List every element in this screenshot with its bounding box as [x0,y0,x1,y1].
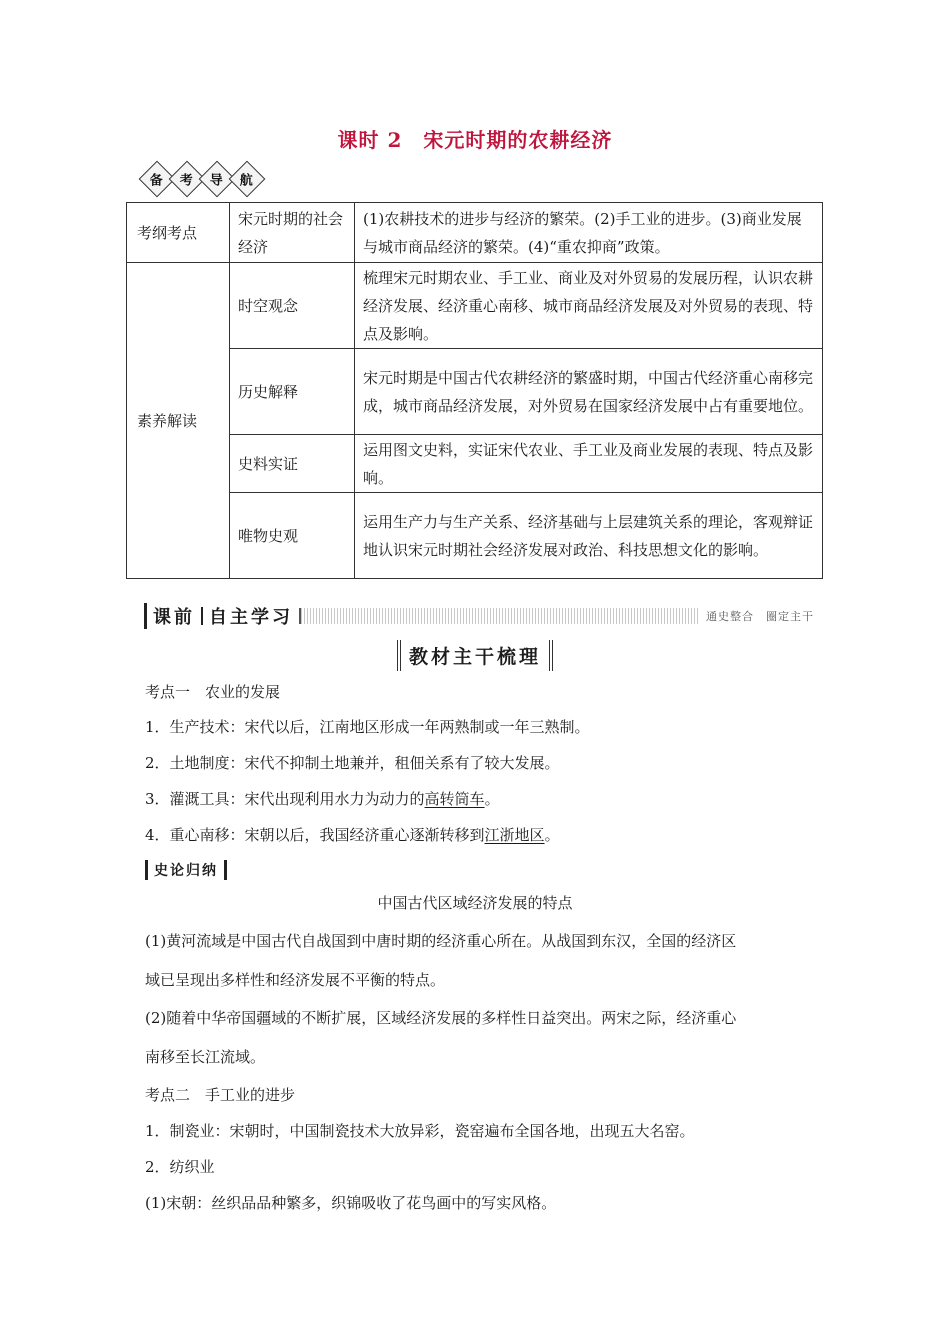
table-row [127,493,823,579]
nav-badge-char: 备 [139,161,176,198]
table-row [127,435,823,493]
summary-tag: 史论归纳 [145,860,227,880]
summary-paragraph: 南移至长江流域。 [145,1048,266,1066]
row-label: 素养解读 [127,263,230,579]
kp1-item: 3．灌溉工具：宋代出现利用水力为动力的高转筒车。 [145,790,500,808]
table-row [127,203,823,263]
summary-title: 中国古代区域经济发展的特点 [377,894,573,912]
kp2-item: 1．制瓷业：宋朝时，中国制瓷技术大放异彩，瓷窑遍布全国各地，出现五大名窑。 [145,1122,695,1140]
content-cell: 梳理宋元时期农业、手工业、商业及对外贸易的发展历程，认识农耕经济发展、经济重心南移、城市商品经济发展及对外贸易的表现、特点及影响。 [355,263,823,349]
kp1-item: 2．土地制度：宋代不抑制土地兼并，租佃关系有了较大发展。 [145,754,560,772]
key-term: 高转筒车 [424,790,485,808]
content-cell: 宋元时期是中国古代农耕经济的繁盛时期，中国古代经济重心南移完成，城市商品经济发展，对外贸易在国家经济发展中占有重要地位。 [355,349,823,435]
literacy-name: 史料实证 [230,435,355,493]
key-term: 江浙地区 [484,826,545,844]
nav-badge [144,164,264,194]
kp1-item: 1．生产技术：宋代以后，江南地区形成一年两熟制或一年三熟制。 [145,718,590,736]
kp1-heading: 考点一 农业的发展 [145,683,281,701]
table-row [127,349,823,435]
section-note: 通史整合 圈定主干 [706,610,814,623]
summary-paragraph: 域已呈现出多样性和经济发展不平衡的特点。 [145,971,446,989]
literacy-name: 时空观念 [230,263,355,349]
subsection-heading: 教材主干梳理 [0,640,950,671]
kp2-item: 2．纺织业 [145,1158,215,1176]
page-title: 课时 2 宋元时期的农耕经济 [337,128,613,152]
content-cell: 运用生产力与生产关系、经济基础与上层建筑关系的理论，客观辩证地认识宋元时期社会经济发展对政治、科技思想文化的影响。 [355,493,823,579]
table-row [127,263,823,349]
section-title: 课前 自主学习 [144,603,293,629]
literacy-name: 历史解释 [230,349,355,435]
topic-cell: 宋元时期的社会经济 [230,203,355,263]
kp1-item: 4．重心南移：宋朝以后，我国经济重心逐渐转移到江浙地区。 [145,826,560,844]
nav-badge-char: 考 [169,161,206,198]
row-label: 考纲考点 [127,203,230,263]
summary-paragraph: (2)随着中华帝国疆域的不断扩展，区域经济发展的多样性日益突出。两宋之际，经济重心 [145,1009,737,1027]
nav-badge-char: 航 [229,161,266,198]
kp2-item: (1)宋朝：丝织品品种繁多，织锦吸收了花鸟画中的写实风格。 [145,1194,557,1212]
section-divider [299,608,700,624]
section-bar [144,603,814,629]
content-cell: (1)农耕技术的进步与经济的繁荣。(2)手工业的进步。(3)商业发展与城市商品经济的繁荣。(4)“重农抑商”政策。 [355,203,823,263]
literacy-name: 唯物史观 [230,493,355,579]
guide-table [126,202,823,579]
content-cell: 运用图文史料，实证宋代农业、手工业及商业发展的表现、特点及影响。 [355,435,823,493]
kp2-heading: 考点二 手工业的进步 [145,1086,296,1104]
summary-paragraph: (1)黄河流域是中国古代自战国到中唐时期的经济重心所在。从战国到东汉，全国的经济区 [145,932,737,950]
nav-badge-char: 导 [199,161,236,198]
